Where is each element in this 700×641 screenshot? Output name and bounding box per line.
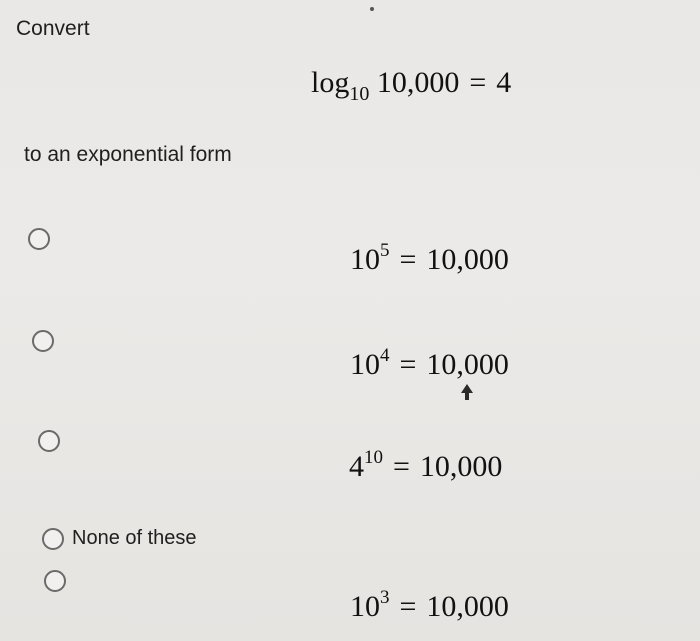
option-1-equals: = [399, 243, 417, 276]
option-5-expression[interactable] [350, 587, 509, 624]
question-prefix: Convert [16, 17, 90, 40]
option-5-rhs: 10,000 [426, 590, 509, 623]
top-dot [370, 7, 374, 11]
option-1-radio[interactable] [28, 228, 50, 250]
option-5-base: 10 [350, 590, 380, 623]
option-1-exponent: 5 [380, 240, 390, 261]
option-1-rhs: 10,000 [426, 243, 509, 276]
option-4-label[interactable]: None of these [72, 527, 197, 549]
option-1-base: 10 [350, 243, 380, 276]
option-2-equals: = [399, 348, 417, 381]
option-1-expression[interactable] [350, 240, 509, 277]
pointer-cursor-icon [461, 384, 473, 400]
option-2-radio[interactable] [32, 330, 54, 352]
option-3-rhs: 10,000 [419, 450, 503, 483]
option-2-expression[interactable] [350, 345, 509, 382]
option-4-radio[interactable] [42, 528, 64, 550]
log-base: 10 [349, 83, 370, 105]
log-fn: log [311, 66, 350, 99]
option-2-base: 10 [350, 348, 380, 381]
option-3-exponent: 10 [364, 447, 383, 468]
equals-sign: = [469, 66, 487, 99]
option-2-rhs: 10,000 [426, 348, 509, 381]
option-3-radio[interactable] [38, 430, 60, 452]
option-5-exponent: 3 [380, 587, 390, 608]
log-argument: 10,000 [376, 66, 460, 99]
option-3-equals: = [393, 450, 410, 483]
option-5-equals: = [399, 590, 417, 623]
option-2-exponent: 4 [380, 345, 390, 366]
option-5-radio[interactable] [44, 570, 66, 592]
log-expression [311, 66, 511, 106]
option-3-expression[interactable] [349, 447, 502, 484]
log-result: 4 [496, 66, 512, 99]
option-3-base: 4 [349, 450, 364, 483]
question-suffix: to an exponential form [24, 143, 232, 166]
